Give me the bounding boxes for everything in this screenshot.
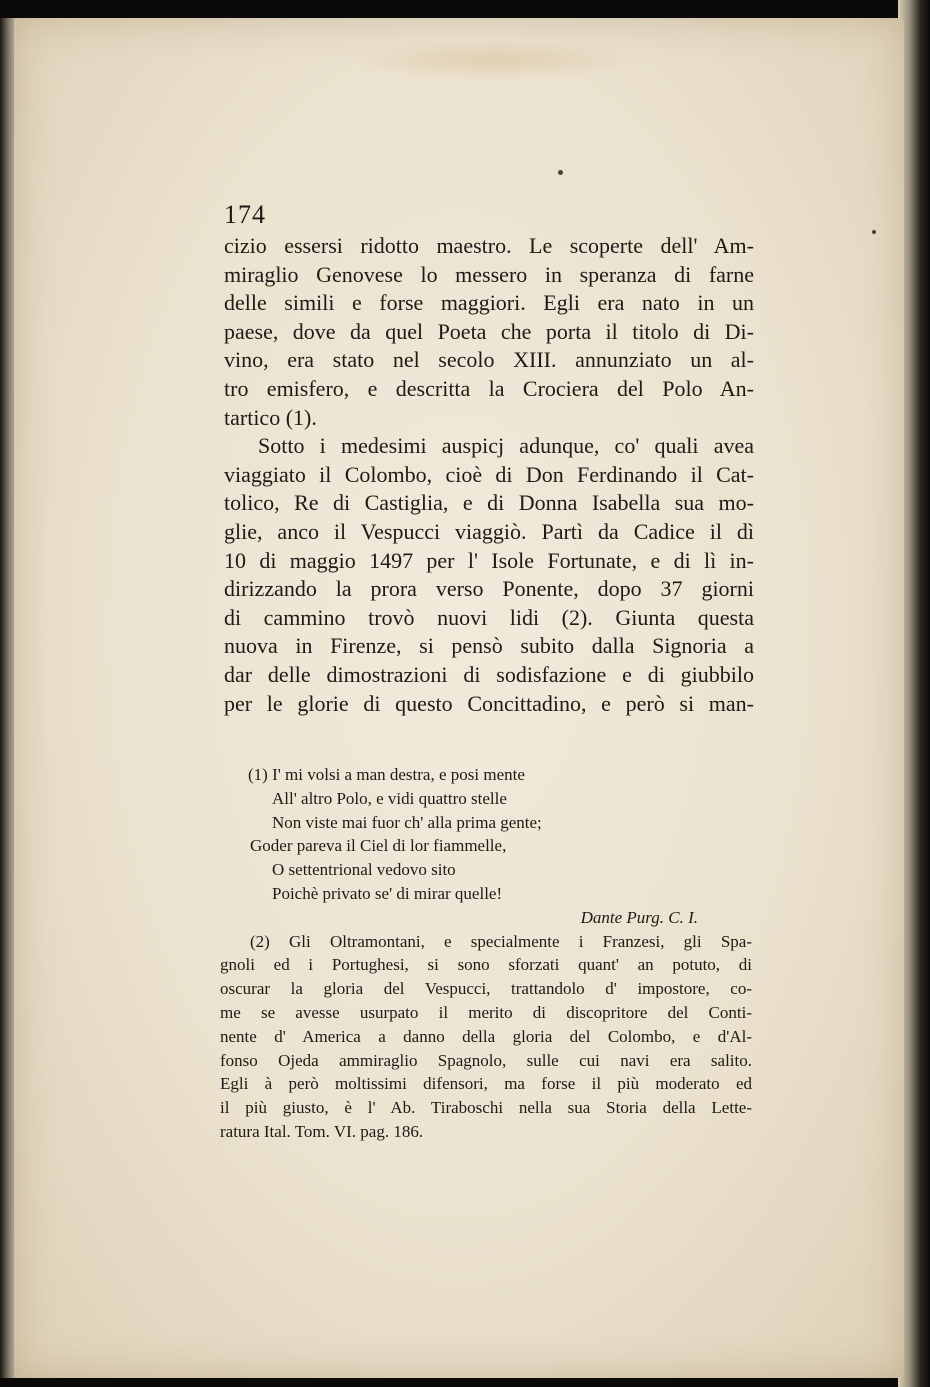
footnote-verse: O settentrional vedovo sito xyxy=(272,860,456,880)
text-line: dar delle dimostrazioni di sodisfazione e di giubbilo xyxy=(224,661,754,687)
footnote-verse: (1) I' mi volsi a man destra, e posi mente xyxy=(248,765,525,784)
text-line: tro emisfero, e descritta la Crociera del Polo An- xyxy=(224,375,754,401)
footnote-verse: Goder pareva il Ciel di lor fiammelle, xyxy=(250,836,507,856)
footnote-line: gnoli ed i Portughesi, si sono sforzati quant' an potuto, di xyxy=(220,955,752,975)
footnote-verse: Non viste mai fuor ch' alla prima gente; xyxy=(272,812,542,832)
text-line: vino, era stato nel secolo XIII. annunziato un al- xyxy=(224,347,754,373)
text-line: Sotto i medesimi auspicj adunque, co' quali avea xyxy=(258,433,754,459)
text-line: nuova in Firenze, si pensò subito dalla Signoria a xyxy=(224,633,754,659)
main-text xyxy=(224,232,754,718)
text-line: 10 di maggio 1497 per l' Isole Fortunate, e di lì in- xyxy=(224,547,754,573)
footnote-verse: Poichè privato se' di mirar quelle! xyxy=(272,883,503,903)
footnote-line: me se avesse usurpato il merito di discopritore del Conti- xyxy=(220,1002,752,1022)
text-line: tartico (1). xyxy=(224,404,317,430)
text-line: glie, anco il Vespucci viaggiò. Partì da Cadice il dì xyxy=(224,518,754,544)
ink-speck xyxy=(558,170,563,175)
footnote-line: nente d' America a danno della gloria del Colombo, e d'Al- xyxy=(220,1026,752,1046)
text-line: miraglio Genovese lo messero in speranza di farne xyxy=(224,261,754,287)
text-line: per le glorie di questo Concittadino, e però si man- xyxy=(224,690,754,716)
footnote-verse: All' altro Polo, e vidi quattro stelle xyxy=(272,788,507,808)
foxing-stain xyxy=(344,40,644,80)
footnote-citation: Dante Purg. C. I. xyxy=(580,907,698,927)
footnote-line: (2) Gli Oltramontani, e specialmente i Franzesi, gli Spa- xyxy=(250,931,752,951)
footnote-line: ratura Ital. Tom. VI. pag. 186. xyxy=(220,1121,424,1141)
footnote-line: fonso Ojeda ammiraglio Spagnolo, sulle cui navi era salito. xyxy=(220,1050,752,1070)
text-line: cizio essersi ridotto maestro. Le scoperte dell' Am- xyxy=(224,233,754,258)
text-line: tolico, Re di Castiglia, e di Donna Isabella sua mo- xyxy=(224,490,754,516)
ink-speck xyxy=(872,230,876,234)
text-line: dirizzando la prora verso Ponente, dopo 37 giorni xyxy=(224,576,754,602)
footnote-line: Egli à però moltissimi difensori, ma forse il più moderato ed xyxy=(220,1074,752,1094)
footnote-line: oscurar la gloria del Vespucci, trattandolo d' impostore, co- xyxy=(220,979,752,999)
footnotes xyxy=(220,763,752,1144)
footnote-line: il più giusto, è l' Ab. Tiraboschi nella sua Storia della Lette- xyxy=(220,1098,752,1118)
page-number: 174 xyxy=(224,200,266,229)
text-line: viaggiato il Colombo, cioè di Don Ferdinando il Cat- xyxy=(224,461,754,487)
text-line: delle simili e forse maggiori. Egli era nato in un xyxy=(224,290,754,316)
text-line: di cammino trovò nuovi lidi (2). Giunta questa xyxy=(224,604,754,630)
text-line: paese, dove da quel Poeta che porta il titolo di Di- xyxy=(224,318,754,344)
